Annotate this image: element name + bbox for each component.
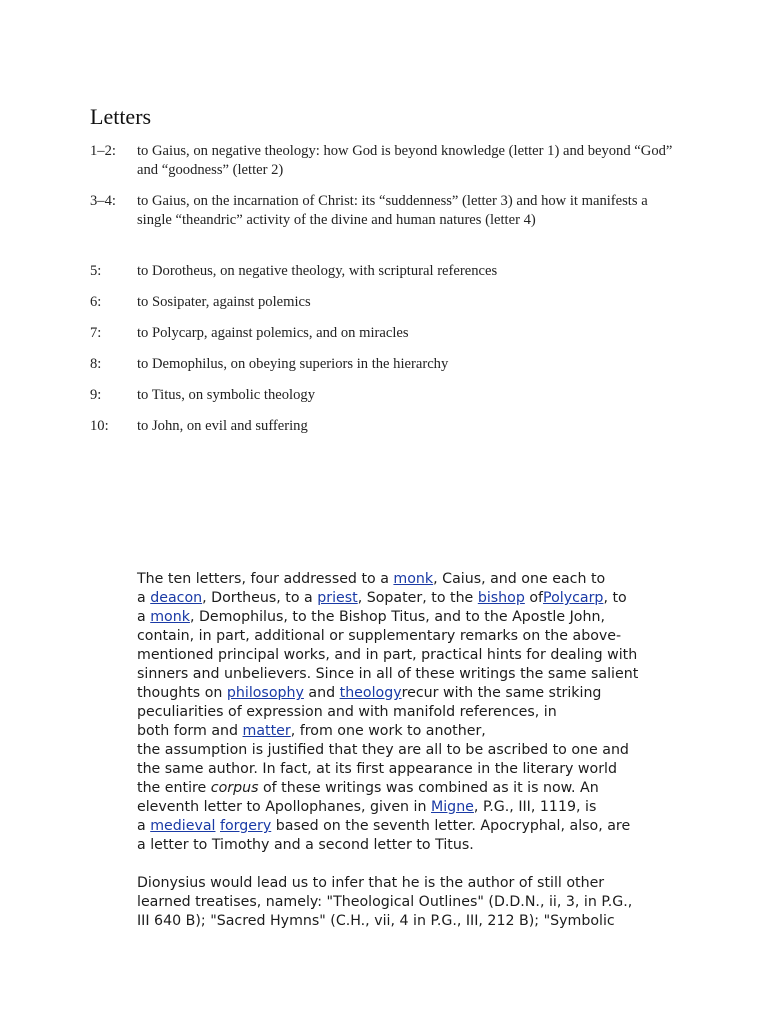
- section-heading: Letters: [90, 104, 152, 129]
- letter-description: to Polycarp, against polemics, and on miracles: [137, 325, 409, 341]
- text-run: recur with the same striking: [401, 685, 602, 701]
- letter-description: to Sosipater, against polemics: [137, 294, 311, 310]
- link-forgery[interactable]: forgery: [220, 818, 272, 834]
- letter-description: to Titus, on symbolic theology: [137, 387, 315, 403]
- text-run: , Demophilus, to the Bishop Titus, and to the Apostle John,: [189, 609, 605, 625]
- text-run: eleventh letter to Apollophanes, given in: [137, 799, 431, 815]
- link-deacon[interactable]: deacon: [150, 590, 203, 606]
- text-run: a letter to Timothy and a second letter to Titus.: [137, 837, 474, 853]
- text-run: mentioned principal works, and in part, practical hints for dealing with: [137, 647, 638, 663]
- text-run: the assumption is justified that they are all to be ascribed to one and: [137, 742, 629, 758]
- paragraph: [137, 570, 697, 855]
- emphasis-corpus: corpus: [210, 780, 259, 796]
- text-run: a: [137, 609, 151, 625]
- text-run: a: [137, 818, 151, 834]
- text-run: , from one work to another,: [290, 723, 486, 739]
- text-run: and: [303, 685, 340, 701]
- text-run: contain, in part, additional or supplementary remarks on the above-: [137, 628, 622, 644]
- text-run: thoughts on: [137, 685, 227, 701]
- letter-number: 7:: [90, 325, 102, 341]
- text-run: the entire: [137, 780, 211, 796]
- letter-description: to Dorotheus, on negative theology, with scriptural references: [137, 263, 498, 279]
- letter-description: to John, on evil and suffering: [137, 418, 308, 434]
- link-matter[interactable]: matter: [242, 723, 291, 739]
- text-run: , P.G., III, 1119, is: [473, 799, 597, 815]
- letter-number: 5:: [90, 263, 102, 279]
- text-run: the same author. In fact, at its first appearance in the literary world: [137, 761, 617, 777]
- letter-description: to Gaius, on negative theology: how God is beyond knowledge (letter 1) and beyond “God” and “goodness” (letter 2): [137, 143, 673, 178]
- article-body: [137, 570, 697, 931]
- text-run: , Caius, and one each to: [433, 571, 606, 587]
- text-run: learned treatises, namely: "Theological Outlines" (D.D.N., ii, 3, in P.G.,: [137, 894, 633, 910]
- paragraph: [137, 874, 697, 931]
- text-run: based on the seventh letter. Apocryphal, also, are: [271, 818, 631, 834]
- text-run: of these writings was combined as it is now. An: [258, 780, 599, 796]
- letter-description: to Gaius, on the incarnation of Christ: its “suddenness” (letter 3) and how it manifests a single “theandric” activity of the divine and human natures (letter 4): [137, 193, 648, 228]
- letter-number: 10:: [90, 418, 109, 434]
- text-run: , Sopater, to the: [357, 590, 478, 606]
- letter-description: to Demophilus, on obeying superiors in the hierarchy: [137, 356, 449, 372]
- letter-number: 9:: [90, 387, 102, 403]
- link-medieval[interactable]: medieval: [150, 818, 216, 834]
- letter-number: 3–4:: [90, 193, 116, 209]
- link-philosophy[interactable]: philosophy: [226, 685, 304, 701]
- link-theology[interactable]: theology: [339, 685, 402, 701]
- link-bishop[interactable]: bishop: [477, 590, 525, 606]
- text-run: peculiarities of expression and with manifold references, in: [137, 704, 557, 720]
- text-run: The ten letters, four addressed to a: [137, 571, 394, 587]
- text-run: of: [524, 590, 544, 606]
- link-polycarp[interactable]: Polycarp: [543, 590, 604, 606]
- letter-number: 8:: [90, 356, 102, 372]
- text-run: III 640 B); "Sacred Hymns" (C.H., vii, 4 in P.G., III, 212 B); "Symbolic: [137, 913, 615, 929]
- link-monk-2[interactable]: monk: [150, 609, 190, 625]
- letter-number: 6:: [90, 294, 102, 310]
- link-priest[interactable]: priest: [317, 590, 358, 606]
- text-run: Dionysius would lead us to infer that he is the author of still other: [137, 875, 605, 891]
- letter-number: 1–2:: [90, 143, 116, 159]
- text-run: , to: [603, 590, 627, 606]
- text-run: both form and: [137, 723, 243, 739]
- text-run: a: [137, 590, 151, 606]
- text-run: sinners and unbelievers. Since in all of these writings the same salient: [137, 666, 639, 682]
- link-monk[interactable]: monk: [393, 571, 434, 587]
- text-run: , Dortheus, to a: [202, 590, 318, 606]
- link-migne[interactable]: Migne: [431, 799, 474, 815]
